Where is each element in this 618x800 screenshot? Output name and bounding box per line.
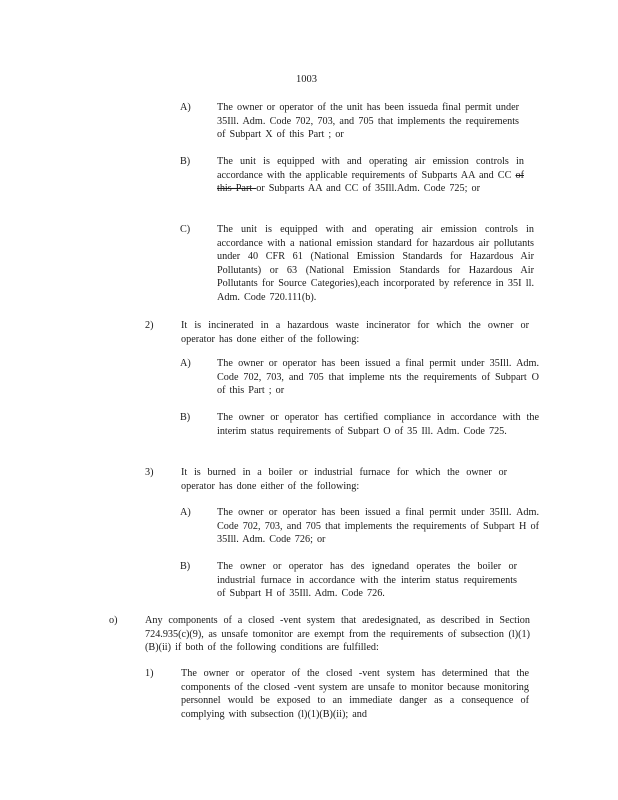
struck-text: of this Part [217, 169, 524, 195]
item-text-part: The unit is equipped with and operating air emission controls in accordance with the applicable requirements of Subparts AA and CC [217, 156, 524, 181]
item-text-part: or Subparts AA and CC of 35Ill.Adm. Code 725; or [256, 183, 480, 195]
item-label: 1) [145, 668, 154, 679]
item-label: A) [180, 358, 191, 369]
item-label: B) [180, 156, 191, 167]
page-number: 1003 [296, 74, 317, 85]
item-text: Any components of a closed -vent system that aredesignated, as described in Section 724.935(c)(9), as unsafe tomonitor are exempt from the requirements of subsection (l)(1)(B)(ii) if both of the following conditions are fulfilled: [145, 615, 530, 654]
item-label: B) [180, 412, 191, 423]
item-label: C) [180, 224, 191, 235]
item-label: 3) [145, 467, 154, 478]
item-label: A) [180, 507, 191, 518]
item-text: The owner or operator has been issued a final permit under 35Ill. Adm. Code 702, 703, and 705 that impleme nts the requirements of Subpart O of this Part ; or [217, 358, 539, 397]
item-label: A) [180, 102, 191, 113]
item-text: The unit is equipped with and operating air emission controls in accordance with a national emission standard for hazardous air pollutants under 40 CFR 61 (National Emission Standards for Hazardous Air Pollutants) or 63 (National Emission Standards for Hazardous Air Pollutants for Source Categories),each incorporated by reference in 35I ll. Adm. Code 720.111(b). [217, 224, 534, 303]
item-text: The owner or operator has certified compliance in accordance with the interim status requirements of Subpart O of 35 Ill. Adm. Code 725. [217, 412, 539, 437]
item-text [217, 155, 524, 196]
item-label: B) [180, 561, 191, 572]
item-label: o) [109, 615, 118, 626]
item-text: It is incinerated in a hazardous waste incinerator for which the owner or operator has done either of the following: [181, 320, 529, 345]
item-text: The owner or operator has des ignedand operates the boiler or industrial furnace in accordance with the interim status requirements of Subpart H of 35Ill. Adm. Code 726. [217, 561, 517, 600]
item-label: 2) [145, 320, 154, 331]
item-text: The owner or operator of the closed -vent system has determined that the components of the closed -vent system are unsafe to monitor because monitoring personnel would be exposed to an immediate danger as a consequence of complying with subsection (l)(1)(B)(ii); and [181, 668, 529, 720]
item-text: It is burned in a boiler or industrial furnace for which the owner or operator has done either of the following: [181, 467, 507, 492]
item-text: The owner or operator has been issued a final permit under 35Ill. Adm. Code 702, 703, and 705 that implements the requirements of Subpart H of 35Ill. Adm. Code 726; or [217, 507, 539, 546]
item-text: The owner or operator of the unit has been issueda final permit under 35Ill. Adm. Code 702, 703, and 705 that implements the requirements of Subpart X of this Part ; or [217, 102, 519, 141]
